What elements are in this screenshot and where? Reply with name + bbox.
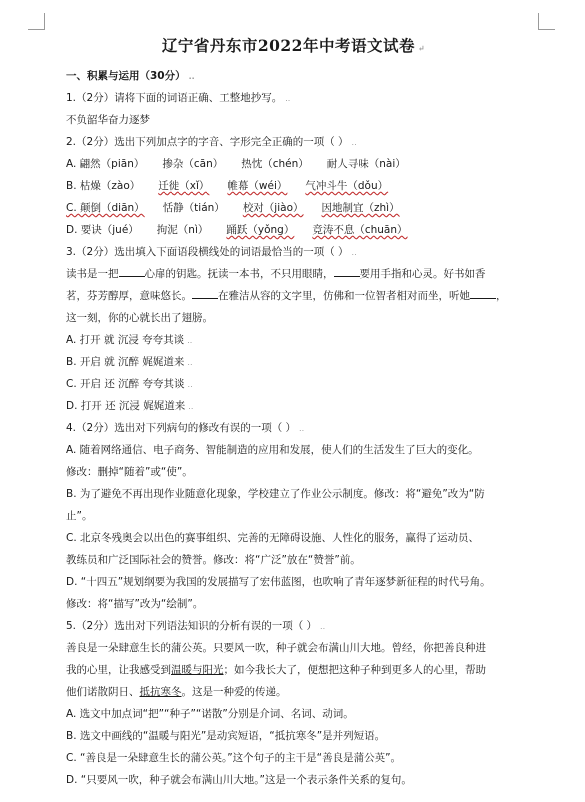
fill-blank <box>119 266 145 277</box>
crop-mark-top-right <box>538 13 555 30</box>
q5-option-b: B. 选文中画线的“温暖与阳光”是动宾短语，“抵抗寒冬”是并列短语。 <box>66 730 386 742</box>
q5-stem: 5.（2分）选出对下列语法知识的分析有误的一项（ ） .. <box>66 620 326 632</box>
q3-option-d: D. 打开 还 沉浸 娓娓道来 .. <box>66 400 194 412</box>
q3-option-c: C. 开启 还 沉醉 夸夸其谈 .. <box>66 378 193 390</box>
q2-option-a: A. 翩然（piān） 掺杂（cān） 热忱（chén） 耐人寻味（nài） <box>66 158 406 170</box>
crop-mark-top-left <box>28 13 45 30</box>
q4-option-a-2: 修改：删掉“随着”或“使”。 <box>66 466 193 478</box>
underlined-phrase: 抵抗寒冬 <box>139 686 182 698</box>
q5-passage-line-2: 我的心里，让我感受到温暖与阳光；如今我长大了，便想把这种子种到更多人的心里，帮助 <box>66 664 486 676</box>
q3-option-a: A. 打开 就 沉浸 夸夸其谈 .. <box>66 334 193 346</box>
q4-option-a-1: A. 随着网络通信、电子商务、智能制造的应用和发展，使人们的生活发生了巨大的变化。 <box>66 444 479 456</box>
document-page <box>66 34 521 791</box>
q5-option-a: A. 选文中加点词“把”“种子”“诺散”分别是介词、名词、动词。 <box>66 708 354 720</box>
q2-option-c: C. 颠倒（diān） 恬静（tián） 校对（jiào） 因地制宜（zhì） <box>66 202 400 214</box>
section-heading: 一、积累与运用（30分） .. <box>66 70 195 82</box>
q3-passage-line-2: 茗，芬芳醇厚，意味悠长。 在雅洁从容的文字里，仿佛和一位智者相对而坐，听她 ， <box>66 290 507 302</box>
q5-passage-line-3: 他们诺散阴日、抵抗寒冬。这是一种爱的传递。 <box>66 686 287 698</box>
q1-stem: 1.（2分）请将下面的词语正确、工整地抄写。 .. <box>66 92 291 104</box>
q4-option-b-1: B. 为了避免不再出现作业随意化现象，学校建立了作业公示制度。修改：将“避免”改为“防 <box>66 488 485 500</box>
q3-stem: 3.（2分）选出填入下面语段横线处的词语最恰当的一项（ ） .. <box>66 246 357 258</box>
paragraph-mark: ↵ <box>417 43 426 53</box>
q3-option-b: B. 开启 就 沉醉 娓娓道来 .. <box>66 356 193 368</box>
q2-stem: 2.（2分）选出下列加点字的字音、字形完全正确的一项（ ） .. <box>66 136 357 148</box>
fill-blank <box>334 266 360 277</box>
q2-option-d: D. 要诀（jué） 拘泥（nì） 踊跃（yǒng） 竞涛不息（chuān） <box>66 224 408 236</box>
q4-option-c-1: C. 北京冬残奥会以出色的赛事组织、完善的无障碍设施、人性化的服务，赢得了运动员、 <box>66 532 480 544</box>
q5-passage-line-1: 善良是一朵肆意生长的蒲公英。只要风一吹，种子就会布满山川大地。曾经，你把善良种进 <box>66 642 486 654</box>
q3-passage-line-3: 这一刻，你的心就长出了翅膀。 <box>66 312 213 324</box>
fill-blank <box>192 288 218 299</box>
q2-option-b: B. 枯燥（zào） 迁徙（xǐ） 帷幕（wéi） 气冲斗牛（dǒu） <box>66 180 389 192</box>
q5-option-d: D. “只要风一吹，种子就会布满山川大地。”这是一个表示条件关系的复句。 <box>66 774 412 786</box>
q1-text: 不负韶华奋力逐梦 <box>66 114 150 126</box>
q4-stem: 4.（2分）选出对下列病句的修改有误的一项（ ） .. <box>66 422 305 434</box>
fill-blank <box>470 288 496 299</box>
underlined-phrase: 温暖与阳光 <box>171 664 224 676</box>
q4-option-d-1: D. “十四五”规划纲要为我国的发展描写了宏伟蓝图，也吹响了青年逐梦新征程的时代号角。 <box>66 576 491 588</box>
q5-option-c: C. “善良是一朵肆意生长的蒲公英。”这个句子的主干是“善良是蒲公英”。 <box>66 752 402 764</box>
q3-passage-line-1: 读书是一把 心扉的钥匙。抚读一本书，不只用眼睛， 要用手指和心灵。好书如香 <box>66 268 486 280</box>
q4-option-d-2: 修改：将“描写”改为“绘制”。 <box>66 598 204 610</box>
q4-option-b-2: 止”。 <box>66 510 93 522</box>
q4-option-c-2: 教练员和广泛国际社会的赞誉。修改：将“广泛”放在“赞誉”前。 <box>66 554 361 566</box>
document-title: 辽宁省丹东市2022年中考语文试卷 ↵ <box>161 36 426 55</box>
